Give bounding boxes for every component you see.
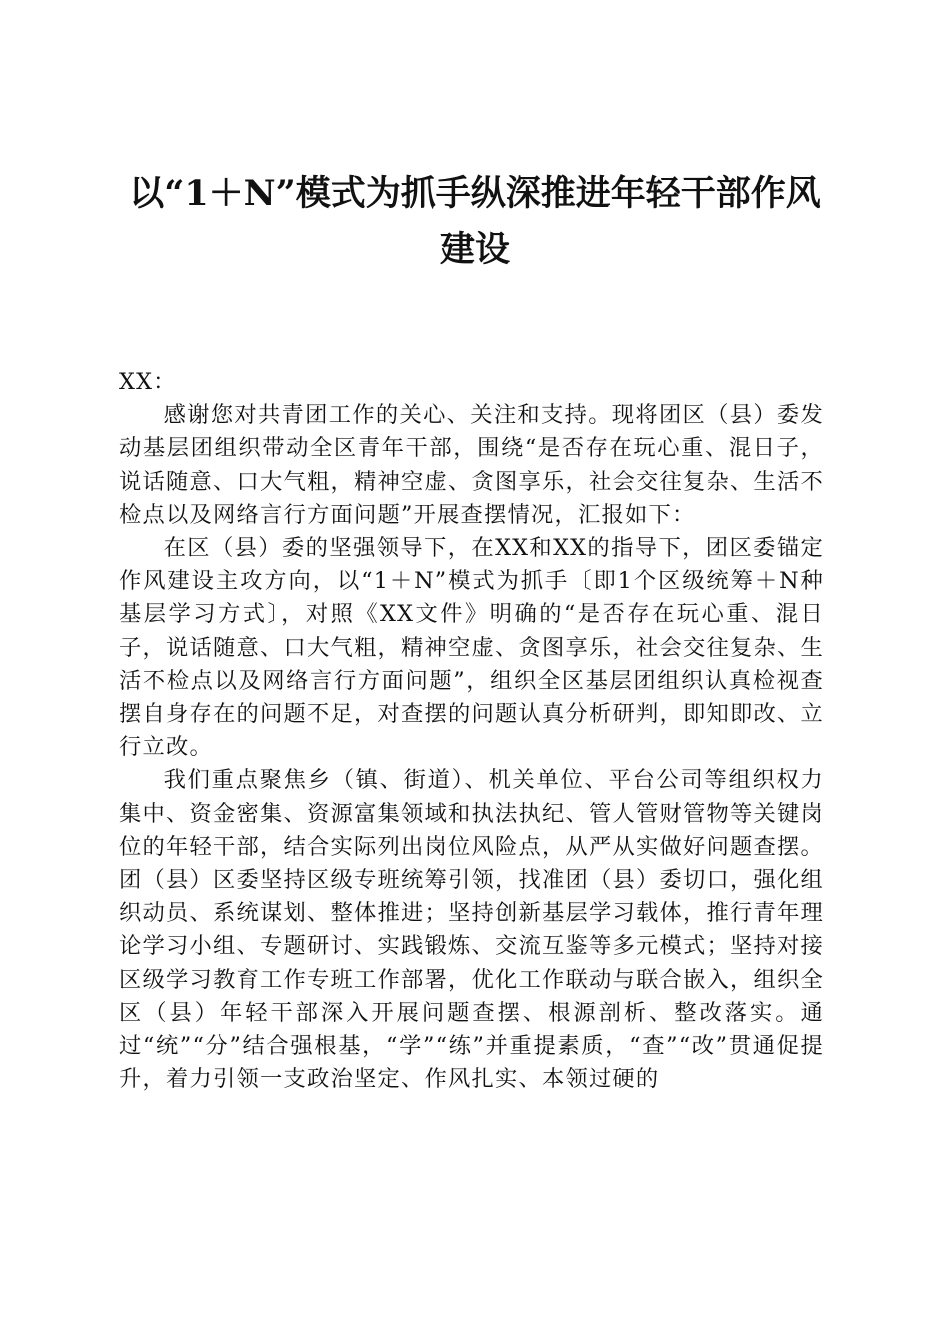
document-title [100,166,850,278]
document-body [119,366,824,1096]
title-line-2: 建设 [439,229,510,270]
salutation: XX： [119,369,177,395]
paragraph-leadership: 在区（县）委的坚强领导下，在XX和XX的指导下，团区委锚定作风建设主攻方向，以“1＋N”模式为抓手〔即1个区级统筹＋N种基层学习方式〕，对照《XX文件》明确的“是否存在玩心重、混日子，说话随意、口大气粗，精神空虚、贪图享乐，社会交往复杂、生活不检点以及网络言行方面问题”，组织全区基层团组织认真检视查摆自身存在的问题不足，对查摆的问题认真分析研判，即知即改、立行立改。 [119,535,824,761]
paragraph-focus: 我们重点聚焦乡（镇、街道）、机关单位、平台公司等组织权力集中、资金密集、资源富集领域和执法执纪、管人管财管物等关键岗位的年轻干部，结合实际列出岗位风险点，从严从实做好问题查摆。团（县）区委坚持区级专班统筹引领，找准团（县）委切口，强化组织动员、系统谋划、整体推进；坚持创新基层学习载体，推行青年理论学习小组、专题研讨、实践锻炼、交流互鉴等多元模式；坚持对接区级学习教育工作专班工作部署，优化工作联动与联合嵌入，组织全区（县）年轻干部深入开展问题查摆、根源剖析、整改落实。通过“统”“分”结合强根基，“学”“练”并重提素质，“查”“改”贯通促提升，着力引领一支政治坚定、作风扎实、本领过硬的 [119,767,824,1093]
title-line-1: 以“1＋N”模式为抓手纵深推进年轻干部作风 [129,173,821,214]
paragraph-intro: 感谢您对共青团工作的关心、关注和支持。现将团区（县）委发动基层团组织带动全区青年干部，围绕“是否存在玩心重、混日子，说话随意、口大气粗，精神空虚、贪图享乐，社会交往复杂、生活不检点以及网络言行方面问题”开展查摆情况，汇报如下： [119,402,824,528]
